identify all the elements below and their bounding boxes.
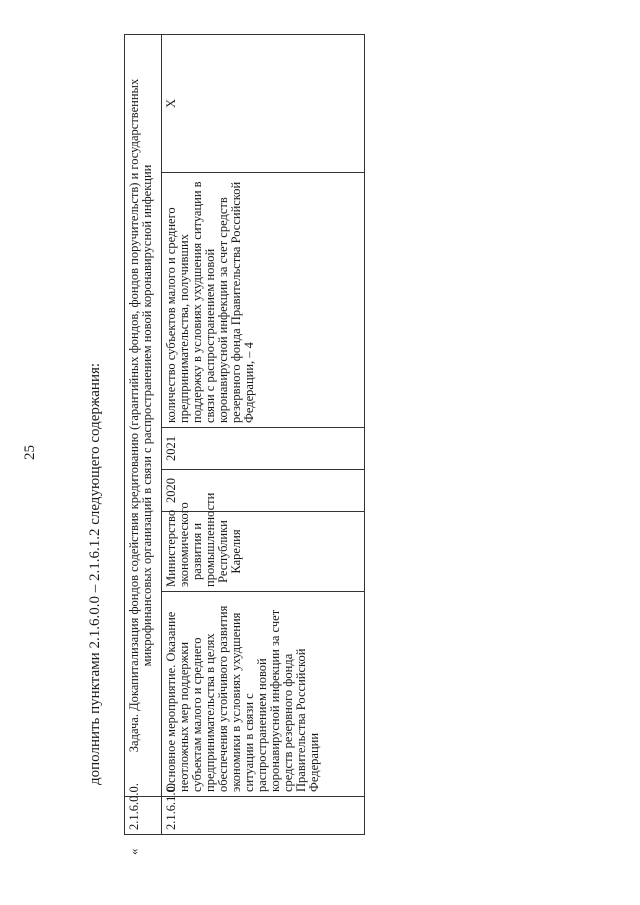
year-start-cell: 2020 — [162, 470, 365, 512]
intro-text: дополнить пунктами 2.1.6.0.0 – 2.1.6.1.2 следующего содержания: — [87, 362, 103, 785]
program-table — [124, 34, 365, 835]
opening-quote: « — [126, 848, 141, 855]
event-description: Основное мероприятие. Оказание неотложных мер поддержки субъектам малого и среднего предпринимательства в целях обеспечения устойчивого развития экономики в условиях ухудшения ситуации в связи с распространением новой коронавирусной инфекции за счет средств резервного фонда Правительства Российской Федерации — [162, 592, 365, 797]
task-code: 2.1.6.0.0. — [125, 797, 162, 835]
event-code: 2.1.6.1.0. — [162, 797, 365, 835]
task-row — [125, 34, 162, 834]
main-event-row — [162, 34, 365, 834]
mark-cell: Х — [162, 34, 365, 172]
page-number: 25 — [22, 445, 38, 460]
executor-cell: Министерство экономического развития и промышленности Республики Карелия — [162, 512, 365, 592]
task-text: Задача. Докапитализация фондов содействия кредитованию (гарантийных фондов, фондов поручительств) и государственных микрофинансовых организаций в связи с распространением новой коронавирусной инфекции — [125, 34, 162, 796]
year-end-cell: 2021 — [162, 428, 365, 470]
indicator-cell: количество субъектов малого и среднего предпринимательства, получивших поддержку в условиях ухудшения ситуации в связи с распространением новой коронавирусной инфекции за счет средств резервного фонда Правительства Российской Федерации, – 4 — [162, 173, 365, 428]
